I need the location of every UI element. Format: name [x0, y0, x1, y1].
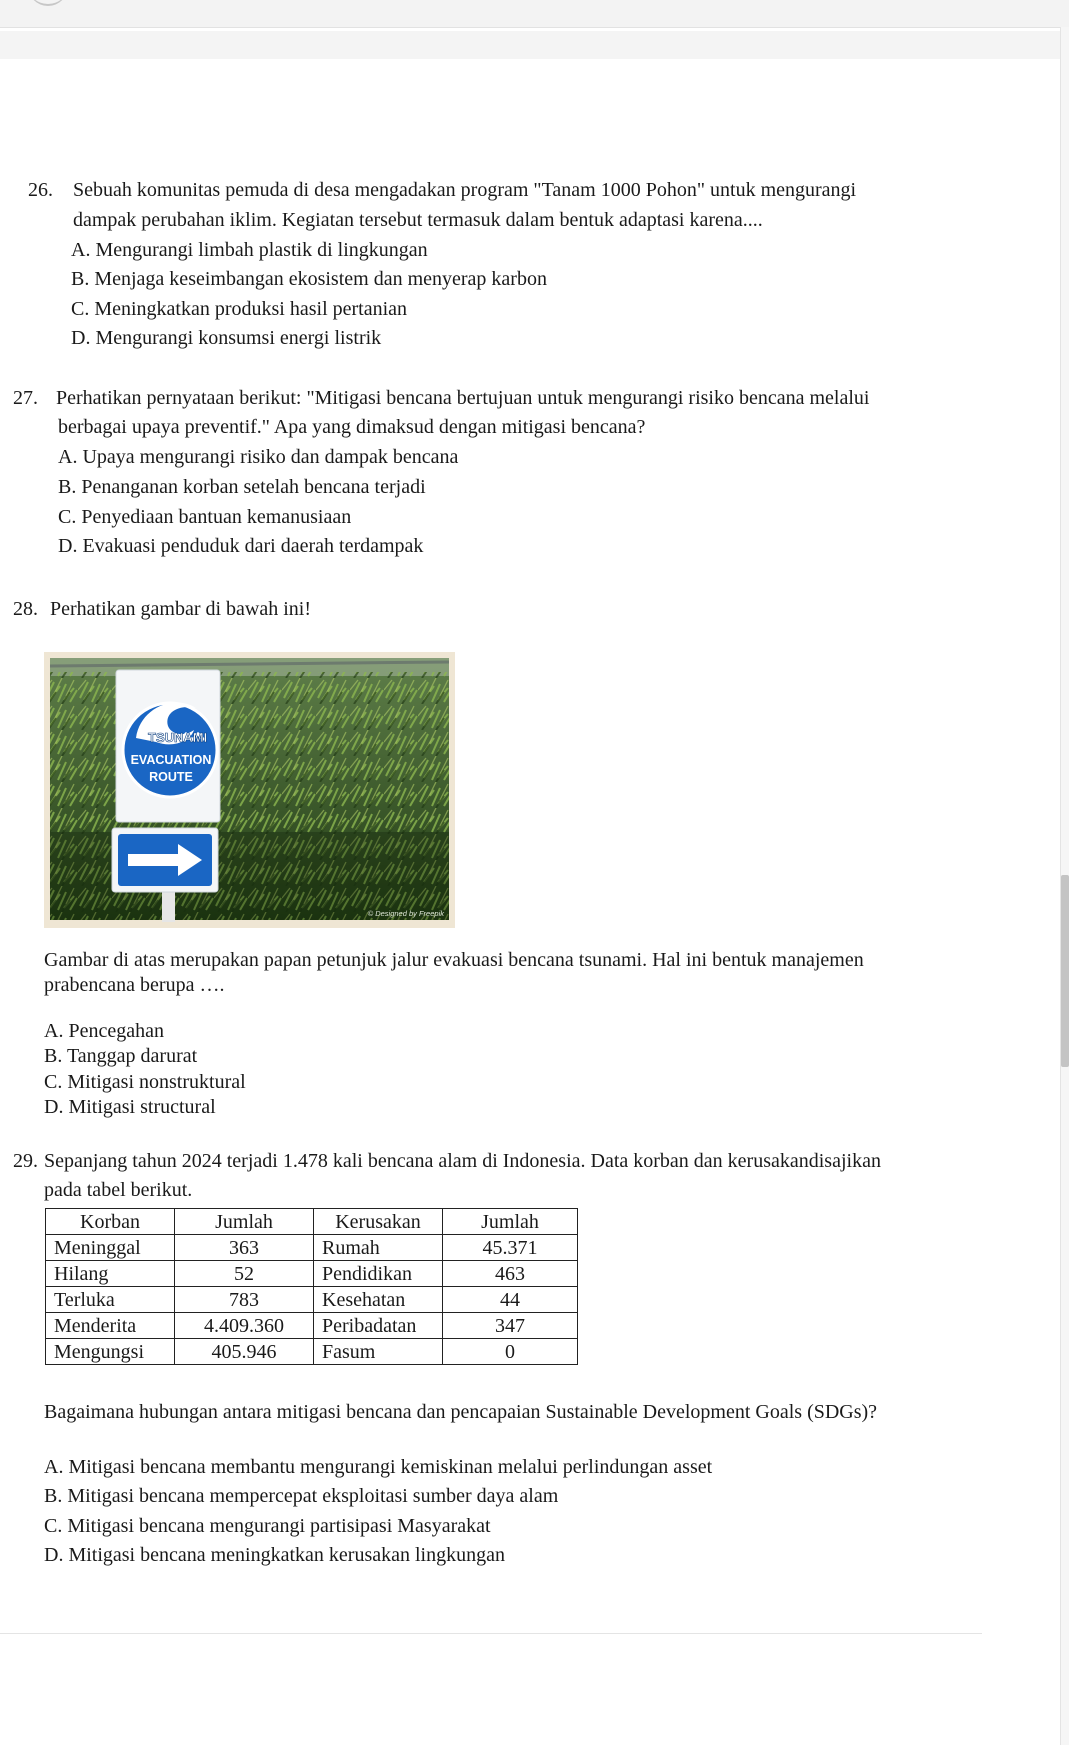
table-cell: Hilang — [46, 1261, 175, 1287]
option-b[interactable]: B. Menjaga keseimbangan ekosistem dan menyerap karbon — [71, 268, 547, 290]
table-cell: Terluka — [46, 1287, 175, 1313]
sign-top-text: TSUNAMI — [148, 730, 208, 745]
question-text-line: dampak perubahan iklim. Kegiatan tersebut termasuk dalam bentuk adaptasi karena.... — [73, 209, 763, 231]
table-row — [46, 1339, 578, 1365]
table-cell: 45.371 — [443, 1235, 578, 1261]
top-bar — [0, 0, 1069, 28]
table-cell: 463 — [443, 1261, 578, 1287]
option-d[interactable]: D. Mengurangi konsumsi energi listrik — [71, 327, 382, 349]
table-cell: Meninggal — [46, 1235, 175, 1261]
option-c[interactable]: C. Penyediaan bantuan kemanusiaan — [58, 506, 352, 528]
option-d[interactable]: D. Mitigasi bencana meningkatkan kerusakan lingkungan — [44, 1544, 505, 1566]
option-b[interactable]: B. Penanganan korban setelah bencana terjadi — [58, 476, 426, 498]
table-cell: Mengungsi — [46, 1339, 175, 1365]
question-text-line: Perhatikan pernyataan berikut: "Mitigasi bencana bertujuan untuk mengurangi risiko bencana melalui — [56, 387, 870, 409]
option-a[interactable]: A. Pencegahan — [44, 1020, 164, 1042]
table-cell: 347 — [443, 1313, 578, 1339]
divider — [0, 1633, 982, 1634]
sign-post — [162, 888, 175, 922]
table-cell: Pendidikan — [314, 1261, 443, 1287]
tsunami-evacuation-sign-image — [44, 652, 455, 928]
table-cell: Kesehatan — [314, 1287, 443, 1313]
disaster-data-table — [45, 1208, 578, 1365]
option-d[interactable]: D. Evakuasi penduduk dari daerah terdampak — [58, 535, 424, 557]
option-c[interactable]: C. Mitigasi bencana mengurangi partisipasi Masyarakat — [44, 1515, 491, 1537]
table-row — [46, 1261, 578, 1287]
option-c[interactable]: C. Meningkatkan produksi hasil pertanian — [71, 298, 408, 320]
question-number: 29. — [13, 1150, 38, 1172]
option-a[interactable]: A. Upaya mengurangi risiko dan dampak bencana — [58, 446, 459, 468]
image-credit: © Designed by Freepik — [367, 909, 444, 918]
table-row — [46, 1287, 578, 1313]
table-cell: 405.946 — [175, 1339, 314, 1365]
progress-arc-icon — [28, 0, 68, 6]
table-cell: 44 — [443, 1287, 578, 1313]
header-cell: Jumlah — [175, 1209, 314, 1235]
table-cell: 4.409.360 — [175, 1313, 314, 1339]
table-cell: 0 — [443, 1339, 578, 1365]
table-cell: Fasum — [314, 1339, 443, 1365]
option-d[interactable]: D. Mitigasi structural — [44, 1096, 216, 1118]
question-prompt: Perhatikan gambar di bawah ini! — [50, 598, 312, 620]
option-c[interactable]: C. Mitigasi nonstruktural — [44, 1071, 246, 1093]
sign-line-2: ROUTE — [149, 770, 193, 784]
table-cell: Rumah — [314, 1235, 443, 1261]
option-b[interactable]: B. Mitigasi bencana mempercepat eksploitasi sumber daya alam — [44, 1485, 559, 1507]
table-cell: Menderita — [46, 1313, 175, 1339]
question-number: 26. — [28, 179, 53, 201]
header-cell: Jumlah — [443, 1209, 578, 1235]
option-a[interactable]: A. Mengurangi limbah plastik di lingkungan — [71, 239, 428, 261]
table-cell: 363 — [175, 1235, 314, 1261]
header-cell: Kerusakan — [314, 1209, 443, 1235]
question-text-line: Sebuah komunitas pemuda di desa mengadakan program "Tanam 1000 Pohon" untuk mengurangi — [73, 179, 857, 201]
header-cell: Korban — [46, 1209, 175, 1235]
table-cell: Peribadatan — [314, 1313, 443, 1339]
sign-line-1: EVACUATION — [130, 753, 212, 767]
question-number: 28. — [13, 598, 38, 620]
table-header-row — [46, 1209, 578, 1235]
option-b[interactable]: B. Tanggap darurat — [44, 1045, 198, 1067]
question-text-line: berbagai upaya preventif." Apa yang dimaksud dengan mitigasi bencana? — [58, 416, 646, 438]
table-cell: 783 — [175, 1287, 314, 1313]
option-a[interactable]: A. Mitigasi bencana membantu mengurangi kemiskinan melalui perlindungan asset — [44, 1456, 713, 1478]
question-text-line: Gambar di atas merupakan papan petunjuk jalur evakuasi bencana tsunami. Hal ini bentuk manajemen — [44, 949, 864, 971]
question-text-line: pada tabel berikut. — [44, 1179, 193, 1201]
question-number: 27. — [13, 387, 38, 409]
header-band — [0, 31, 1060, 59]
table-row — [46, 1313, 578, 1339]
table-row — [46, 1235, 578, 1261]
question-text-line: Sepanjang tahun 2024 terjadi 1.478 kali bencana alam di Indonesia. Data korban dan kerusakandisajikan — [44, 1150, 881, 1172]
question-text-line: Bagaimana hubungan antara mitigasi bencana dan pencapaian Sustainable Development Goals (SDGs)? — [44, 1401, 878, 1423]
table-cell: 52 — [175, 1261, 314, 1287]
question-text-line: prabencana berupa …. — [44, 974, 225, 996]
scrollbar-thumb[interactable] — [1061, 875, 1069, 1067]
